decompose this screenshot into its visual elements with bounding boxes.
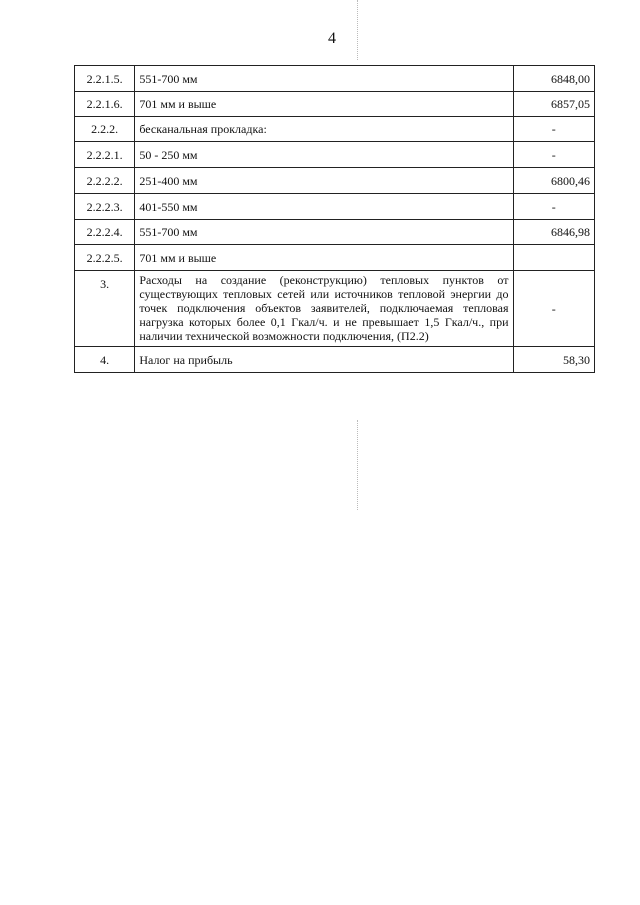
row-value: - <box>513 271 594 347</box>
row-value: - <box>513 117 594 142</box>
table-row <box>75 245 595 271</box>
row-number: 2.2.2.1. <box>75 142 135 168</box>
page-number: 4 <box>328 30 336 47</box>
row-name: 50 - 250 мм <box>135 142 513 168</box>
row-number: 2.2.2.3. <box>75 194 135 220</box>
row-name: 401-550 мм <box>135 194 513 220</box>
row-number: 4. <box>75 347 135 373</box>
row-number: 3. <box>75 271 135 347</box>
row-name: 551-700 мм <box>135 66 513 92</box>
scan-artifact-line <box>357 420 358 510</box>
row-name: 701 мм и выше <box>135 92 513 117</box>
row-name: бесканальная прокладка: <box>135 117 513 142</box>
row-name: 251-400 мм <box>135 168 513 194</box>
table-row <box>75 347 595 373</box>
table-row <box>75 117 595 142</box>
table-row <box>75 92 595 117</box>
row-value: 6848,00 <box>513 66 594 92</box>
table-row <box>75 168 595 194</box>
row-number: 2.2.1.5. <box>75 66 135 92</box>
row-number: 2.2.2.2. <box>75 168 135 194</box>
row-name: 701 мм и выше <box>135 245 513 271</box>
table-row <box>75 142 595 168</box>
row-number: 2.2.2. <box>75 117 135 142</box>
row-value: 6857,05 <box>513 92 594 117</box>
row-value: - <box>513 142 594 168</box>
row-value: 6800,46 <box>513 168 594 194</box>
row-number: 2.2.2.5. <box>75 245 135 271</box>
table-row <box>75 271 595 347</box>
row-name: 551-700 мм <box>135 220 513 245</box>
scan-artifact-line <box>357 0 358 60</box>
row-value: 6846,98 <box>513 220 594 245</box>
row-number: 2.2.1.6. <box>75 92 135 117</box>
table-row <box>75 220 595 245</box>
row-name: Налог на прибыль <box>135 347 513 373</box>
tariff-table <box>74 65 595 373</box>
row-value: - <box>513 194 594 220</box>
row-name: Расходы на создание (реконструкцию) тепловых пунктов от существующих тепловых сетей или источников тепловой энергии до точек подключения объектов заявителей, подключаемая тепловая нагрузка которых более 0,1 Гкал/ч. и не превышает 1,5 Гкал/ч., при наличии технической возможности подключения, (П2.2) <box>135 271 513 347</box>
table-row <box>75 66 595 92</box>
row-value <box>513 245 594 271</box>
row-value: 58,30 <box>513 347 594 373</box>
row-number: 2.2.2.4. <box>75 220 135 245</box>
table-row <box>75 194 595 220</box>
